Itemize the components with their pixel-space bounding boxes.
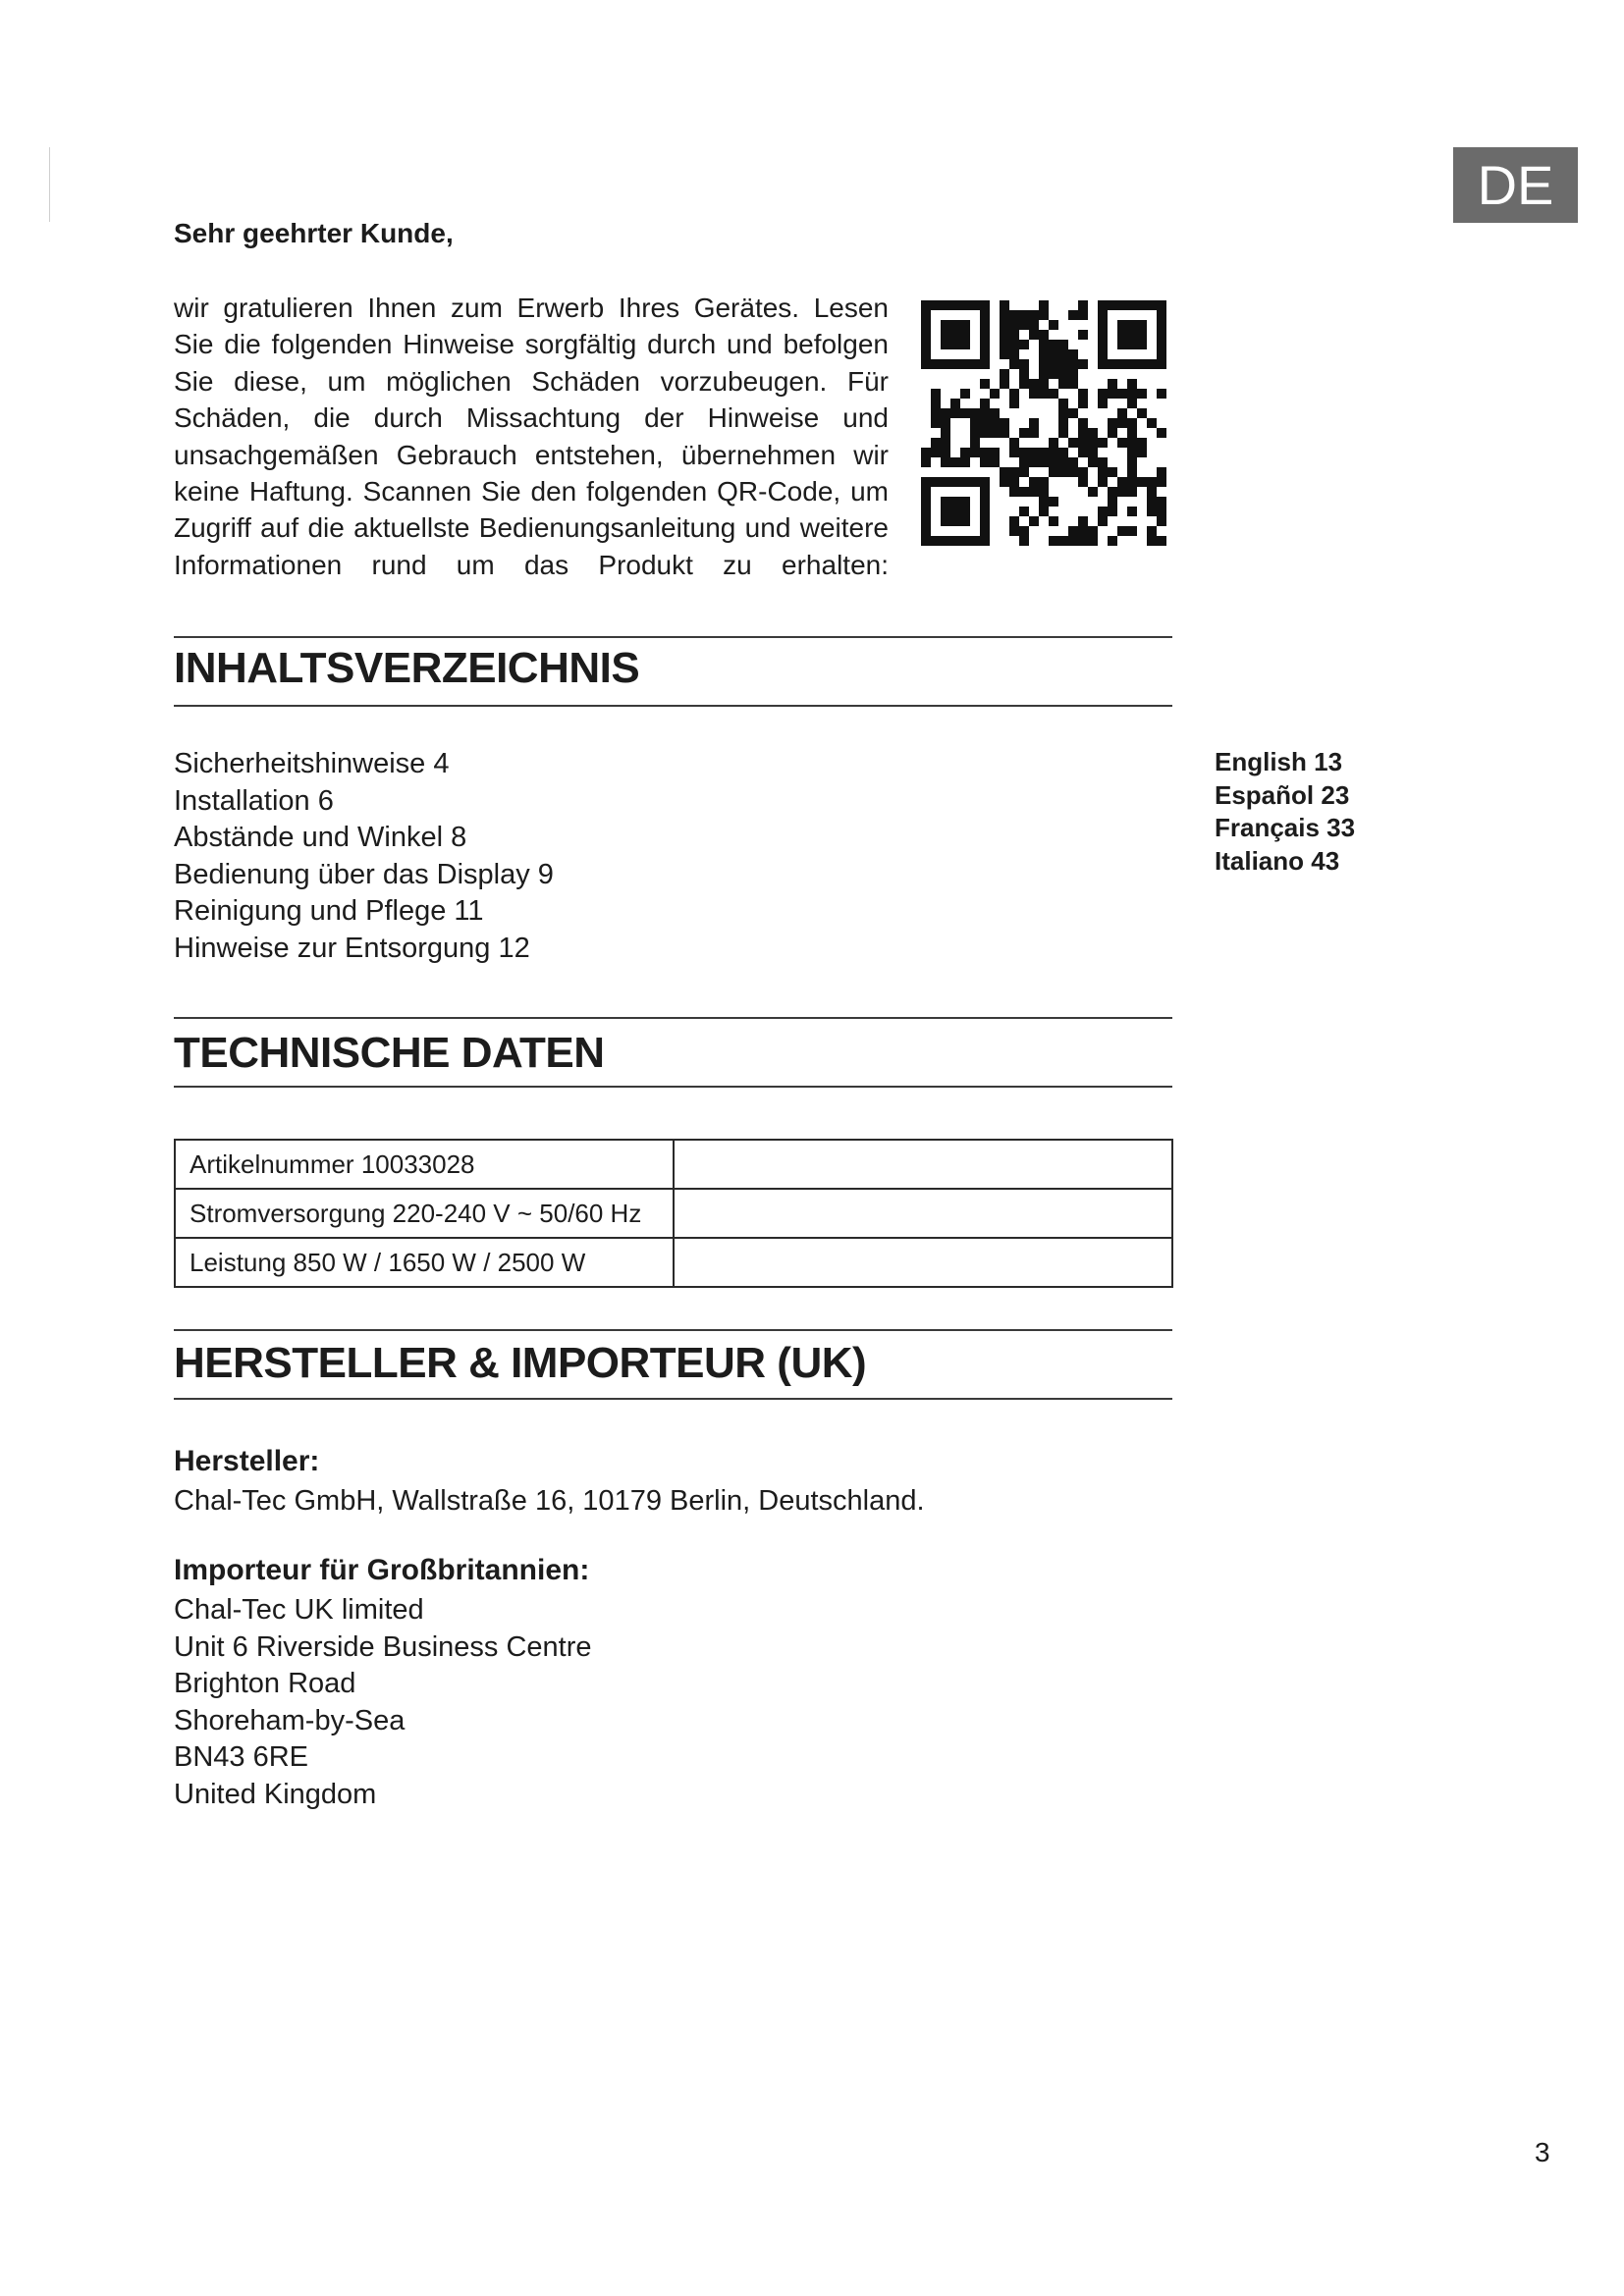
manufacturer-address: Chal-Tec GmbH, Wallstraße 16, 10179 Berlin, Deutschland. [174, 1485, 925, 1517]
address-line: Unit 6 Riverside Business Centre [174, 1630, 592, 1663]
specs-rule-bottom [174, 1086, 1172, 1088]
table-row [175, 1189, 1172, 1238]
language-item: Español 23 [1215, 779, 1350, 810]
table-row [175, 1140, 1172, 1189]
address-line: Shoreham-by-Sea [174, 1704, 406, 1736]
spec-empty-cell [674, 1238, 1172, 1287]
manufacturer-title: HERSTELLER & IMPORTEUR (UK) [174, 1339, 867, 1387]
language-index [1215, 746, 1355, 878]
toc-list [174, 746, 554, 967]
address-line: United Kingdom [174, 1778, 377, 1810]
manufacturer-rule-bottom [174, 1398, 1172, 1400]
spec-empty-cell [674, 1140, 1172, 1189]
spec-label: Leistung [189, 1247, 287, 1277]
spec-cell [175, 1238, 674, 1287]
spec-value: 10033028 [360, 1148, 475, 1179]
toc-item: Sicherheitshinweise 4 [174, 748, 450, 779]
toc-item: Hinweise zur Entsorgung 12 [174, 932, 530, 964]
spec-label: Stromversorgung [189, 1198, 386, 1228]
toc-item: Abstände und Winkel 8 [174, 822, 467, 853]
spec-value: 850 W / 1650 W / 2500 W [293, 1247, 586, 1277]
spec-cell [175, 1189, 674, 1238]
manufacturer-rule-top [174, 1329, 1172, 1331]
salutation: Sehr geehrter Kunde, [174, 218, 454, 248]
page-number: 3 [1535, 2137, 1550, 2167]
specs-table [174, 1139, 1173, 1288]
toc-item: Bedienung über das Display 9 [174, 858, 554, 890]
importer-label: Importeur für Großbritannien: [174, 1554, 590, 1586]
toc-rule-bottom [174, 705, 1172, 707]
qr-code [921, 300, 1166, 546]
language-item: Français 33 [1215, 813, 1356, 842]
toc-item: Reinigung und Pflege 11 [174, 895, 484, 927]
table-row [175, 1238, 1172, 1287]
margin-line [49, 147, 50, 222]
spec-value: 220-240 V ~ 50/60 Hz [392, 1198, 642, 1228]
specs-title: TECHNISCHE DATEN [174, 1029, 605, 1077]
spec-label: Artikelnummer [189, 1148, 354, 1179]
intro-text: wir gratulieren Ihnen zum Erwerb Ihres Gerätes. Lesen Sie die folgenden Hinweise sorgfältig durch und befolgen Sie diese, um möglichen Schäden vorzubeugen. Für Schäden, die durch Missachtung der Hinweise und unsachgemäßen Gebrauch entstehen, übernehmen wir keine Haftung. Scannen Sie den folgenden QR-Code, um Zugriff auf die aktuellste Bedienungsanleitung und weitere Informationen rund um das Produkt zu erhalten: [174, 293, 889, 580]
intro-paragraph [174, 290, 889, 583]
specs-rule-top [174, 1017, 1172, 1019]
manufacturer-label: Hersteller: [174, 1445, 320, 1477]
language-item: Italiano 43 [1215, 845, 1340, 876]
spec-cell [175, 1140, 674, 1189]
address-line: Chal-Tec UK limited [174, 1594, 424, 1626]
language-tab: DE [1453, 147, 1578, 223]
address-line: BN43 6RE [174, 1741, 309, 1773]
toc-item: Installation 6 [174, 784, 334, 817]
language-item: English 13 [1215, 747, 1343, 776]
toc-rule-top [174, 636, 1172, 638]
toc-title: INHALTSVERZEICHNIS [174, 644, 640, 692]
importer-address [174, 1592, 592, 1813]
address-line: Brighton Road [174, 1668, 356, 1699]
spec-empty-cell [674, 1189, 1172, 1238]
